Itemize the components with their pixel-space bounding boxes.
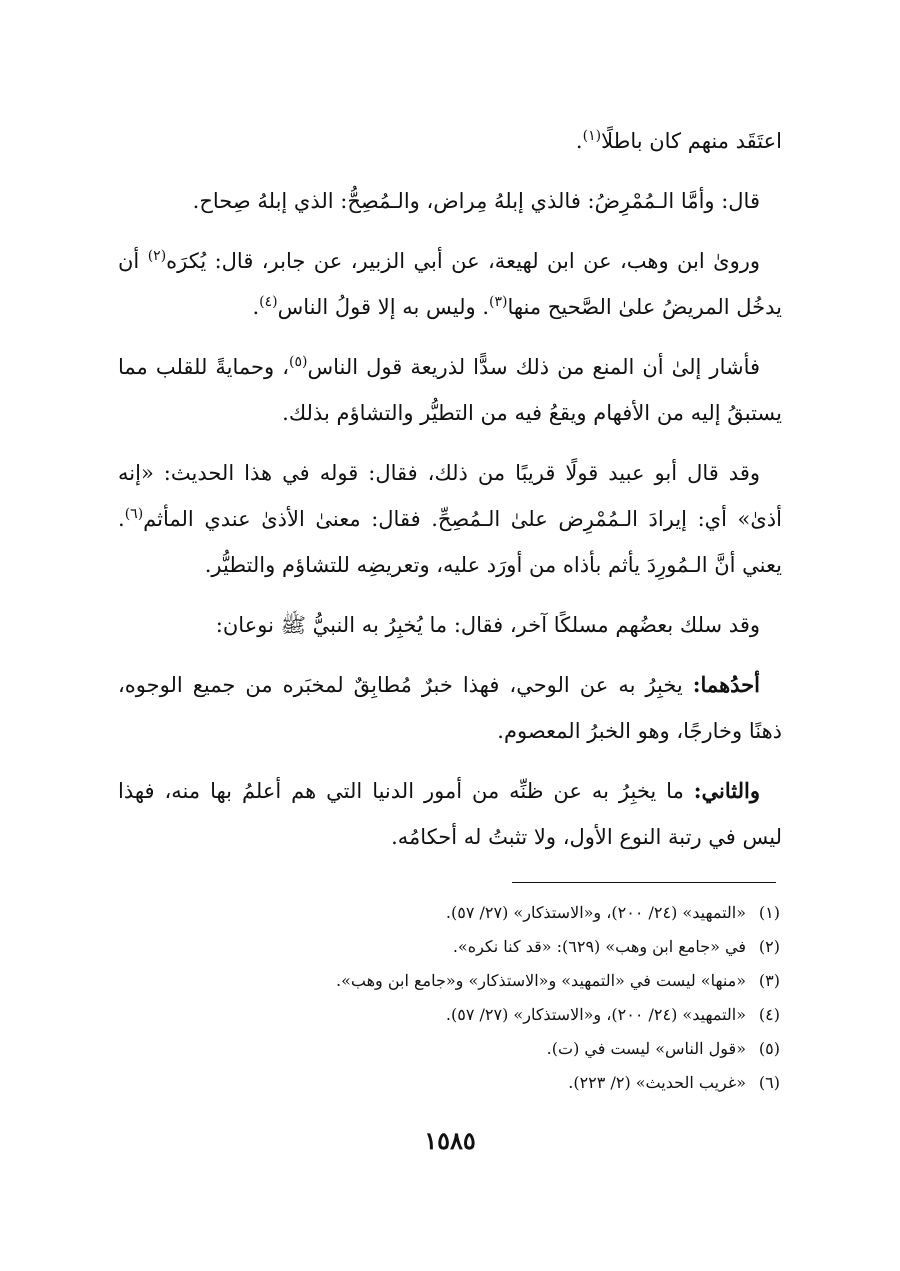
footnote-2: [200, 930, 780, 964]
footnote-4: [200, 998, 780, 1032]
footnote-text: «التمهيد» (٢٤/ ٢٠٠)، و«الاستذكار» (٢٧/ ٥٧).: [445, 903, 746, 922]
footnote-text: في «جامع ابن وهب» (٦٢٩): «قد كنا نكره».: [452, 937, 746, 956]
paragraph-explanation: فأشار إلىٰ أن المنع من ذلك سدًّا لذريعة قول الناس$^{(٥)}$، وحمايةً للقلب مما يستبقُ إليه من الأفهام ويقعُ فيه من التطيُّر والتشاؤم بذلك.: [118, 354, 782, 425]
paragraph-first-type: أحدُهما: يخبِرُ به عن الوحي، فهذا خبرٌ مُطابِقٌ لمخبَره من جميع الوجوه، ذهنًا وخارجًا، وهو الخبرُ المعصوم.: [118, 672, 782, 743]
footnote-separator: [512, 882, 776, 883]
footnote-3: [200, 964, 780, 998]
paragraph-narration: وروىٰ ابن وهب، عن ابن لهيعة، عن أبي الزبير، عن جابر، قال: يُكرَه$^{(٢)}$ أن يدخُل المريضُ علىٰ الصَّحيح منها$^{(٣)}$. وليس به إلا قولُ الناس$^{(٤)}$.: [118, 248, 782, 319]
footnote-number: (٥): [758, 1039, 780, 1058]
footnote-ref-4[interactable]: (٤): [259, 294, 278, 310]
paragraph-second-type: والثاني: ما يخبِرُ به عن ظنِّه من أمور الدنيا التي هم أعلمُ بها منه، فهذا ليس في رتبة النوع الأول، ولا تثبتُ له أحكامُه.: [118, 778, 782, 849]
paragraph-text: وقد سلك بعضُهم مسلكًا آخر، فقال: ما يُخبِرُ به النبيُّ ﷺ نوعان:: [215, 613, 760, 637]
footnotes: [200, 896, 780, 1100]
first-type-heading: أحدُهما:: [692, 672, 760, 697]
paragraph-definition: [118, 178, 782, 224]
footnote-number: (٤): [758, 1005, 780, 1024]
footnote-text: «منها» ليست في «التمهيد» و«الاستذكار» و«جامع ابن وهب».: [336, 971, 746, 990]
second-type-heading: والثاني:: [693, 778, 760, 803]
footnote-ref-1[interactable]: (١): [582, 128, 602, 144]
footnote-text: «قول الناس» ليست في (ت).: [546, 1039, 746, 1058]
footnote-1: [200, 896, 780, 930]
page-number: ١٥٨٥: [424, 1126, 476, 1155]
paragraph-continuation: اعتَقَد منهم كان باطلًا$^{(١)}$.: [575, 128, 782, 153]
footnote-ref-3[interactable]: (٣): [489, 294, 508, 310]
footnote-number: (١): [758, 903, 780, 922]
footnote-5: [200, 1032, 780, 1066]
footnote-text: «غريب الحديث» (٢/ ٢٢٣).: [568, 1073, 746, 1092]
footnote-number: (٢): [758, 937, 780, 956]
footnote-ref-5[interactable]: (٥): [289, 354, 308, 370]
paragraph-text: اعتَقَد منهم كان باطلًا: [601, 129, 782, 153]
footnote-number: (٣): [758, 971, 780, 990]
main-text: [118, 118, 782, 874]
footnote-ref-2[interactable]: (٢): [147, 248, 167, 264]
paragraph-text: قال: وأمَّا الـمُمْرِضُ: فالذي إبلهُ مِراض، والـمُصِحُّ: الذي إبلهُ صِحاح.: [192, 189, 760, 213]
footnote-text: «التمهيد» (٢٤/ ٢٠٠)، و«الاستذكار» (٢٧/ ٥٧).: [445, 1005, 746, 1024]
footnote-ref-6[interactable]: (٦): [124, 506, 144, 522]
paragraph-two-types: [118, 602, 782, 648]
footnote-number: (٦): [758, 1073, 780, 1092]
paragraph-abu-ubaid: وقد قال أبو عبيد قولًا قريبًا من ذلك، فقال: قوله في هذا الحديث: «إنه أذىٰ» أي: إيرادَ الـمُمْرِض علىٰ الـمُصِحِّ. فقال: معنىٰ الأذىٰ عندي المأثم$^{(٦)}$. يعني أنَّ الـمُورِدَ يأثم بأذاه من أورَد عليه، وتعريضِه للتشاؤم والتطيُّر.: [118, 461, 782, 577]
footnote-6: [200, 1066, 780, 1100]
